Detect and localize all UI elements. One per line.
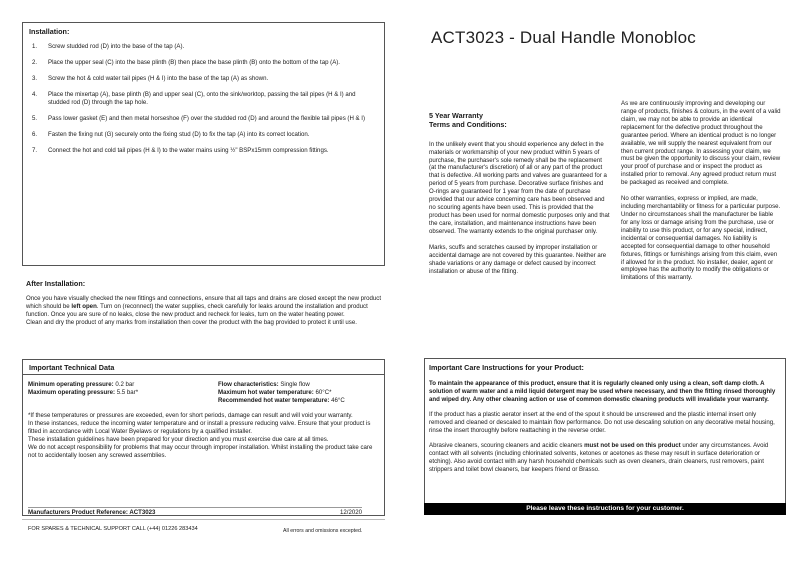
min-pressure-spec: Minimum operating pressure: 0.2 bar (28, 381, 135, 389)
technical-notes: *If these temperatures or pressures are exceeded, even for short periods, damage can result and will void your warranty. In these instances, reduce the incoming water temperature and or install a pressure reducing valve. Ensure that your product is fitted in accordance with Local Water Byelaws or regulations by a qualified installer. These installation guidelines have been prepared for your direction and you must exercise due care at all times. We do not accept responsibility for problems that may occur through improper installation. Whilst installing the product take care not to accidentally loosen any screwed assemblies. (28, 412, 373, 459)
technical-data-section (22, 359, 385, 516)
support-contact: FOR SPARES & TECHNICAL SUPPORT CALL (+44) 01226 283434 (22, 519, 385, 539)
care-footer-banner: Please leave these instructions for your customer. (424, 503, 786, 515)
care-para-bold: To maintain the appearance of this product, ensure that it is regularly cleaned only using a clean, soft damp cloth. A solution of warm water and a mild liquid detergent may be used where necessary, and then the fitting rinsed thoroughly and wiped dry. Any other cleaning action or use of common domestic cleaning products will invalidate your warranty. (429, 380, 776, 404)
installation-step: 3. Screw the hot & cold water tail pipes (H & I) into the base of the tap (A) as shown. (32, 75, 269, 83)
warranty-para: Marks, scuffs and scratches caused by improper installation or accidental damage are not covered by this guarantee. Neither are shade variations or any damage or defect caused by incorrect installation or abuse of the fitting. (429, 243, 607, 275)
installation-heading: Installation: (29, 27, 70, 36)
product-reference-label: Manufacturers Product Reference: ACT3023 (28, 509, 156, 516)
installation-steps (29, 43, 378, 154)
after-installation-heading: After Installation: (26, 279, 86, 288)
warranty-para: In the unlikely event that you should experience any defect in the materials or workmanship of your new product within 5 years of purchase, the purchaser's sole remedy shall be the replacement (at the manufacturer's discretion) of all or any part of the product that is defective. All working parts and valves are guaranteed for a period of 5 years from purchase. Decorative surface finishes and O-rings are guaranteed for 1 year from the date of purchase provided that our advice concerning care has been observed and no scouring agents have been used. This is provided that the product has been used for normal domestic purposes only and that the care, installation, and maintenance instructions have been observed. The warranty extends to the original purchaser only. (429, 140, 610, 235)
warranty-heading: 5 Year Warranty Terms and Conditions: (429, 111, 507, 130)
warranty-section (429, 111, 610, 283)
installation-step: 2. Place the upper seal (C) into the base plinth (B) then place the base plinth (B) onto the bottom of the tap (A). (32, 59, 340, 67)
warranty-para: No other warranties, express or implied, are made, including merchantability or fitness for a particular purpose. Under no circumstances shall the manufacturer be liable for any loss or damage arising from the purchase, use or inability to use this product, or for any special, indirect, incidental or consequential damages. No liability is accepted for consequential damage to other household fixtures, fittings or furnishings arising from this claim, even if allowed for in the product. No installer, dealer, agent or employee has the authority to modify the obligations or limitations of this warranty. (621, 195, 781, 282)
after-installation-para: Clean and dry the product of any marks from installation then cover the product with the bag provided to protect it until use. (26, 319, 357, 327)
warranty-para: As we are continuously improving and developing our range of products, finishes & colours, in the event of a valid claim, we may not be able to provide an identical replacement for the defective product throughout the guarantee period. Where an identical product is no longer available, we will supply the nearest equivalent from our then current product range. In assessing your claim, we must be given the opportunity to discuss your claim, review your proof of purchase and or inspect the product as installed prior to removal. Any agreed product return must be packaged as received and complete. (621, 100, 781, 187)
installation-step: 4. Place the mixertap (A), base plinth (B) and upper seal (C), onto the sink/worktop, passing the tail pipes (H & I) and studded rod (D) through the tap hole. (32, 91, 356, 107)
care-instructions-section (424, 358, 786, 515)
product-reference (28, 507, 362, 517)
technical-specs (28, 381, 379, 405)
max-pressure-spec: Maximum operating pressure: 5.5 bar* (28, 389, 139, 397)
after-installation-para: Once you have visually checked the new fittings and connections, ensure that all taps and drains are closed except the new product which should be left open. Turn on (reconnect) the water supplies, check carefully for leaks around the installation and product function. Once you are sure of no leaks, close the new product and recheck for leaks, turn on the water heating power. (26, 295, 382, 319)
care-para: If the product has a plastic aerator insert at the end of the spout it should be unscrewed and the plastic internal insert only removed and cleaned or descaled to maintain flow performance. Do not use descaling solution on any decorative metal housing, rinse the insert thoroughly before reattaching in the reverse order. (429, 411, 775, 434)
care-heading: Important Care Instructions for your Product: (429, 363, 584, 372)
technical-data-heading: Important Technical Data (23, 360, 384, 375)
product-title: ACT3023 - Dual Handle Monobloc (431, 28, 696, 47)
installation-section (22, 22, 385, 266)
flow-spec: Flow characteristics: Single flow (218, 381, 310, 389)
installation-step: 6. Fasten the fixing nut (G) securely onto the fixing stud (D) to fix the tap (A) into its correct location. (32, 130, 310, 138)
errors-note: All errors and omissions excepted. (283, 528, 363, 534)
product-reference-date: 12/2020 (339, 509, 362, 516)
after-installation-section (26, 279, 386, 327)
max-hot-temp-spec: Maximum hot water temperature: 60°C* (218, 389, 332, 397)
care-para: Abrasive cleaners, scouring cleaners and acidic cleaners must not be used on this product under any circumstances. Avoid contact with all solvents (including chlorinated solvents, ketones or acetones as these may result in surface deterioration or etching). Also avoid contact with any harsh household chemicals such as oven cleaners, drain cleaners, rust removers, paint strippers and toilet bowl cleaners, bar keepers friend or Brasso. (429, 441, 769, 473)
rec-hot-temp-spec: Recommended hot water temperature: 46°C (218, 397, 345, 405)
warranty-section-continued (621, 100, 781, 290)
installation-step: 1. Screw studded rod (D) into the base of the tap (A). (32, 43, 185, 51)
installation-step: 5. Pass lower gasket (E) and then metal horseshoe (F) over the studded rod (D) and around the flexible tail pipes (H & I) (32, 114, 366, 122)
installation-step: 7. Connect the hot and cold tail pipes (H & I) to the water mains using ½" BSPx15mm compression fittings. (32, 146, 329, 154)
